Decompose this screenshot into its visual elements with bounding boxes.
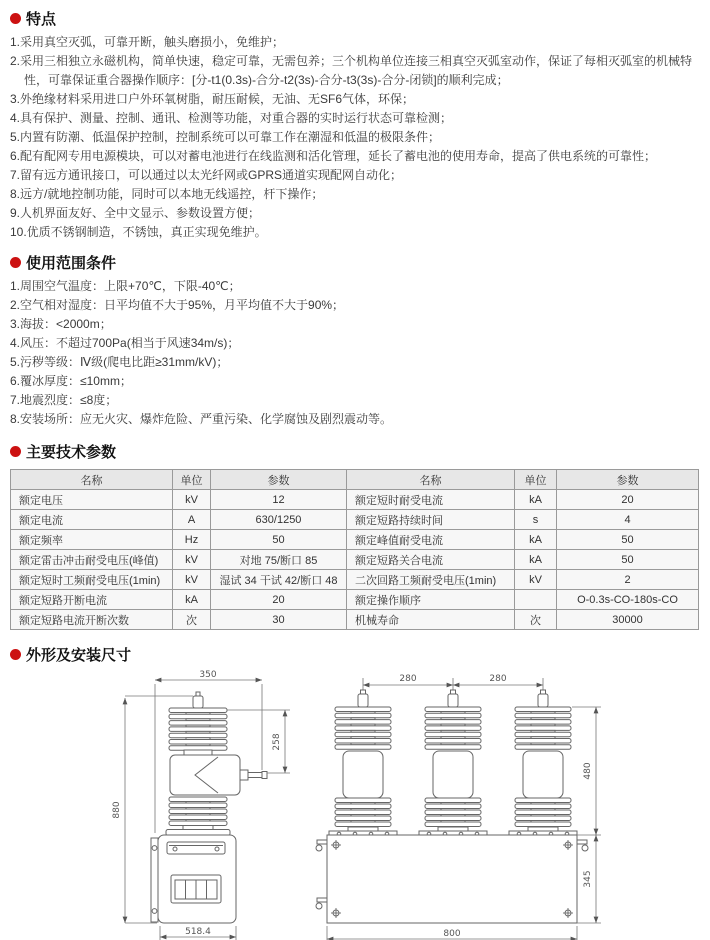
param-value: 2	[557, 570, 699, 590]
dim-label: 880	[112, 801, 122, 819]
red-bullet-icon	[10, 257, 21, 268]
param-name: 二次回路工频耐受电压(1min)	[347, 570, 515, 590]
list-item: 5.内置有防潮、低温保护控制，控制系统可以可靠工作在潮湿和低温的极限条件；	[10, 130, 441, 144]
list-item: 4.具有保护、测量、控制、通讯、检测等功能，对重合器的实时运行状态可靠检测；	[10, 111, 453, 125]
section-title-text: 使用范围条件	[26, 254, 117, 272]
param-unit: kA	[515, 530, 557, 550]
param-unit: kV	[515, 570, 557, 590]
param-unit: 次	[173, 610, 211, 630]
list-item: 1.周围空气温度：上限+70℃，下限-40℃；	[10, 279, 241, 293]
side-view-drawing	[105, 670, 305, 940]
table-row	[11, 610, 699, 630]
column-header: 名称	[347, 470, 515, 490]
param-unit: kV	[173, 550, 211, 570]
param-unit: kV	[173, 570, 211, 590]
column-header: 名称	[11, 470, 173, 490]
param-value: 50	[211, 530, 347, 550]
param-unit: kA	[515, 490, 557, 510]
table-row	[11, 530, 699, 550]
list-item: 10.优质不锈钢制造，不锈蚀，真正实现免维护。	[10, 225, 267, 239]
param-name: 额定短时耐受电流	[347, 490, 515, 510]
param-unit: 次	[515, 610, 557, 630]
red-bullet-icon	[10, 446, 21, 457]
param-name: 额定短路关合电流	[347, 550, 515, 570]
param-name: 额定操作顺序	[347, 590, 515, 610]
list-item: 7.地震烈度：≤8度；	[10, 393, 118, 407]
param-value: 20	[557, 490, 699, 510]
dim-label: 518.4	[185, 927, 211, 937]
table-row	[11, 590, 699, 610]
dim-label: 800	[443, 929, 461, 939]
param-value: 30000	[557, 610, 699, 630]
table-row	[11, 490, 699, 510]
list-item: 4.风压：不超过700Pa(相当于风速34m/s)；	[10, 336, 240, 350]
features-section-title	[10, 8, 700, 28]
table-row	[11, 570, 699, 590]
dim-label: 280	[399, 674, 417, 684]
table-row	[11, 510, 699, 530]
param-name: 额定短路开断电流	[11, 590, 173, 610]
list-item: 9.人机界面友好、全中文显示、参数设置方便；	[10, 206, 261, 220]
list-item: 8.安装场所：应无火灾、爆炸危险、严重污染、化学腐蚀及剧烈震动等。	[10, 412, 393, 426]
param-value: 50	[557, 550, 699, 570]
list-item: 1.采用真空灭弧，可靠开断，触头磨损小，免维护；	[10, 35, 285, 49]
param-name: 额定短时工频耐受电压(1min)	[11, 570, 173, 590]
param-unit: kV	[173, 490, 211, 510]
param-unit: kA	[515, 550, 557, 570]
param-name: 额定电压	[11, 490, 173, 510]
dim-label: 350	[199, 670, 217, 680]
param-value: O-0.3s-CO-180s-CO	[557, 590, 699, 610]
control-box-side	[151, 835, 236, 923]
dim-label: 345	[583, 870, 593, 888]
list-item: 8.远方/就地控制功能，同时可以本地无线遥控，杆下操作；	[10, 187, 324, 201]
param-value: 20	[211, 590, 347, 610]
section-title-text: 主要技术参数	[26, 443, 117, 461]
param-unit: s	[515, 510, 557, 530]
param-unit: A	[173, 510, 211, 530]
param-name: 额定短路持续时间	[347, 510, 515, 530]
breaker-pole-side	[166, 692, 267, 836]
param-name: 额定短路电流开断次数	[11, 610, 173, 630]
section-title-text: 特点	[26, 10, 57, 28]
param-name: 额定峰值耐受电流	[347, 530, 515, 550]
dimension-drawings	[10, 670, 700, 940]
conditions-list	[10, 277, 700, 429]
list-item: 2.采用三相独立永磁机构，简单快速，稳定可靠，无需包养；三个机构单位连接三相真空灭弧室动作，保证了每相灭弧室的机械特性，可靠保证重合器操作顺序：[分-t1(0.3s)-合分-t2(3s)-合分-t3(3s)-合分-闭锁]的顺利完成；	[10, 54, 693, 87]
param-value: 4	[557, 510, 699, 530]
column-header: 参数	[557, 470, 699, 490]
dim-label: 480	[583, 762, 593, 780]
param-name: 机械寿命	[347, 610, 515, 630]
list-item: 3.海拔：<2000m；	[10, 317, 112, 331]
insulator-pole	[419, 690, 487, 837]
red-bullet-icon	[10, 649, 21, 660]
tank-box-front	[316, 835, 588, 923]
dim-label: 258	[272, 733, 282, 751]
column-header: 单位	[173, 470, 211, 490]
param-value: 30	[211, 610, 347, 630]
param-name: 额定雷击冲击耐受电压(峰值)	[11, 550, 173, 570]
list-item: 6.覆冰厚度：≤10mm；	[10, 374, 132, 388]
param-name: 额定频率	[11, 530, 173, 550]
param-unit	[515, 590, 557, 610]
table-row	[11, 550, 699, 570]
list-item: 6.配有配网专用电源模块，可以对蓄电池进行在线监测和活化管理，延长了蓄电池的使用寿命，提高了供电系统的可靠性；	[10, 149, 657, 163]
list-item: 2.空气相对湿度：日平均值不大于95%，月平均值不大于90%；	[10, 298, 345, 312]
conditions-section-title	[10, 252, 700, 272]
param-value: 对地 75/断口 85	[211, 550, 347, 570]
param-value: 12	[211, 490, 347, 510]
param-unit: kA	[173, 590, 211, 610]
param-value: 湿试 34 干试 42/断口 48	[211, 570, 347, 590]
parameters-section-title	[10, 441, 700, 461]
dimensions-section-title	[10, 644, 700, 664]
dim-label: 280	[489, 674, 507, 684]
red-bullet-icon	[10, 13, 21, 24]
param-unit: Hz	[173, 530, 211, 550]
features-list	[10, 33, 700, 242]
column-header: 参数	[211, 470, 347, 490]
column-header: 单位	[515, 470, 557, 490]
table-header-row	[11, 470, 699, 490]
section-title-text: 外形及安装尺寸	[26, 646, 132, 664]
param-value: 50	[557, 530, 699, 550]
list-item: 7.留有远方通讯接口，可以通过以太光纤网或GPRS通道实现配网自动化；	[10, 168, 403, 182]
insulator-pole	[509, 690, 577, 837]
front-view-drawing	[300, 670, 612, 940]
insulator-pole	[329, 690, 397, 837]
param-name: 额定电流	[11, 510, 173, 530]
list-item: 5.污秽等级：Ⅳ级(爬电比距≥31mm/kV)；	[10, 355, 229, 369]
list-item: 3.外绝缘材料采用进口户外环氧树脂，耐压耐候，无油、无SF6气体，环保；	[10, 92, 415, 106]
parameters-table	[10, 469, 699, 630]
param-value: 630/1250	[211, 510, 347, 530]
